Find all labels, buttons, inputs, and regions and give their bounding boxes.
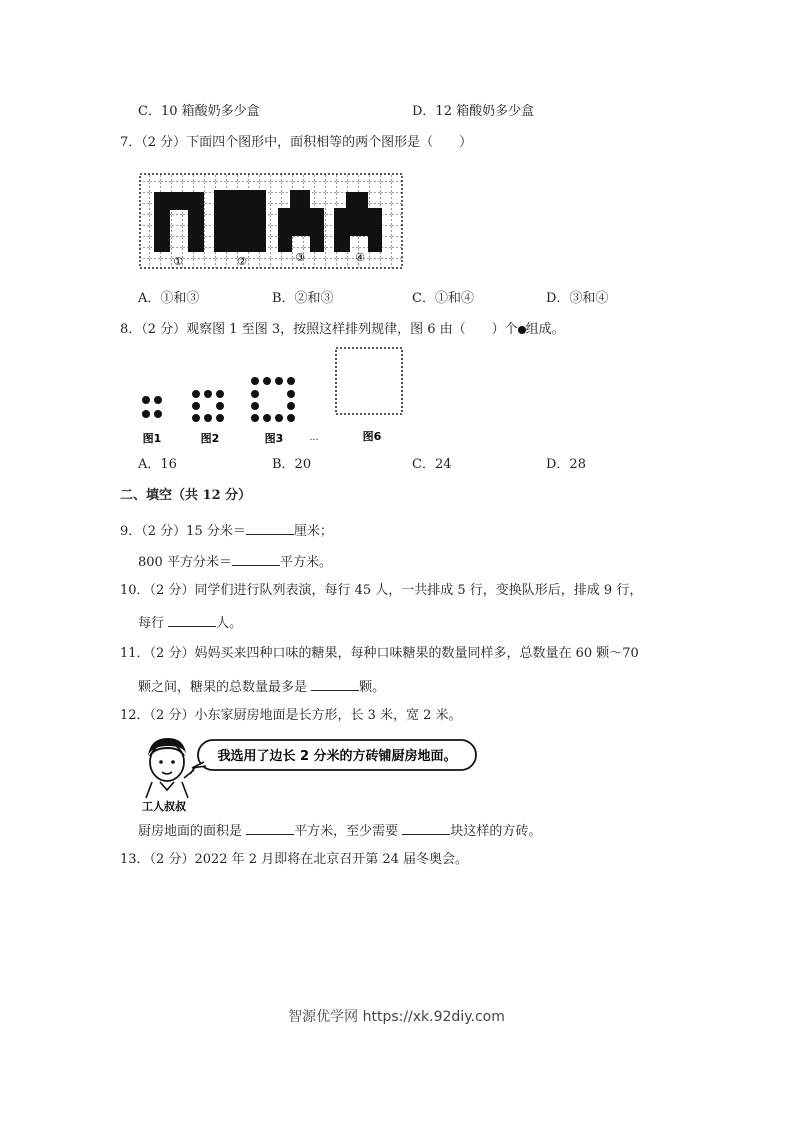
footer-watermark: 智源优学网 https://xk.92diy.com — [288, 1009, 505, 1025]
q7-option-a: A．①和③ — [138, 291, 200, 306]
q7-fig-label-4: ④ — [355, 251, 365, 264]
q7-option-c: C．①和④ — [412, 291, 474, 306]
black-dot-icon — [518, 326, 526, 334]
q7-fig-label-2: ② — [237, 255, 247, 268]
q12-caption: 工人叔叔 — [142, 800, 186, 813]
q13-stem: 13．（2 分）2022 年 2 月即将在北京召开第 24 届冬奥会。 — [120, 852, 469, 867]
answer-blank[interactable] — [246, 820, 294, 835]
worker-icon — [146, 738, 196, 798]
q9-line2: 800 平方分米＝ 平方米。 — [138, 551, 332, 572]
q12-illustration — [140, 734, 480, 814]
q11-line1: 11．（2 分）妈妈买来四种口味的糖果，每种口味糖果的数量同样多，总数量在 60 颗～70 — [120, 646, 639, 661]
q6-option-d: D．12 箱酸奶多少盒 — [412, 104, 535, 119]
q11-line2: 颗之间，糖果的总数量最多是 颗。 — [138, 676, 385, 697]
q6-option-c: C．10 箱酸奶多少盒 — [138, 104, 260, 119]
q7-figure — [138, 170, 404, 272]
answer-blank[interactable] — [402, 820, 450, 835]
q7-fig-label-3: ③ — [295, 251, 305, 264]
answer-blank[interactable] — [246, 520, 294, 535]
q12-answer-line: 厨房地面的面积是 平方米，至少需要 块这样的方砖。 — [138, 820, 541, 841]
q12-stem: 12．（2 分）小东家厨房地面是长方形，长 3 米，宽 2 米。 — [120, 708, 462, 723]
answer-blank[interactable] — [168, 612, 216, 627]
q8-fig-label-1: 图1 — [142, 432, 162, 445]
q7-option-d: D．③和④ — [546, 291, 609, 306]
q7-stem: 7．（2 分）下面四个图形中，面积相等的两个图形是（ ） — [120, 135, 473, 150]
q7-fig-label-1: ① — [173, 255, 183, 268]
q12-speech-text: 我选用了边长 2 分米的方砖铺厨房地面。 — [217, 749, 457, 764]
q7-option-b: B．②和③ — [272, 291, 334, 306]
q8-option-b: B．20 — [272, 457, 312, 472]
section-title: 二、填空（共 12 分） — [120, 488, 252, 503]
q8-fig-label-6: 图6 — [362, 430, 382, 443]
answer-blank[interactable] — [311, 676, 359, 691]
q9-line1: 9．（2 分）15 分米＝ 厘米； — [120, 520, 333, 541]
q8-option-c: C．24 — [412, 457, 452, 472]
q8-fig-ellipsis: … — [309, 433, 319, 443]
q8-fig-label-3: 图3 — [264, 432, 284, 445]
q10-line2: 每行 人。 — [138, 612, 242, 633]
q10-line1: 10．（2 分）同学们进行队列表演，每行 45 人，一共排成 5 行，变换队形后，排成 9 行， — [120, 583, 643, 598]
q8-stem: 8．（2 分）观察图 1 至图 3，按照这样排列规律，图 6 由（ ）个 组成。 — [120, 322, 565, 337]
q8-fig-label-2: 图2 — [200, 432, 220, 445]
q8-figure — [138, 344, 418, 450]
q8-option-a: A．16 — [138, 457, 177, 472]
answer-blank[interactable] — [232, 551, 280, 566]
q8-option-d: D．28 — [546, 457, 586, 472]
